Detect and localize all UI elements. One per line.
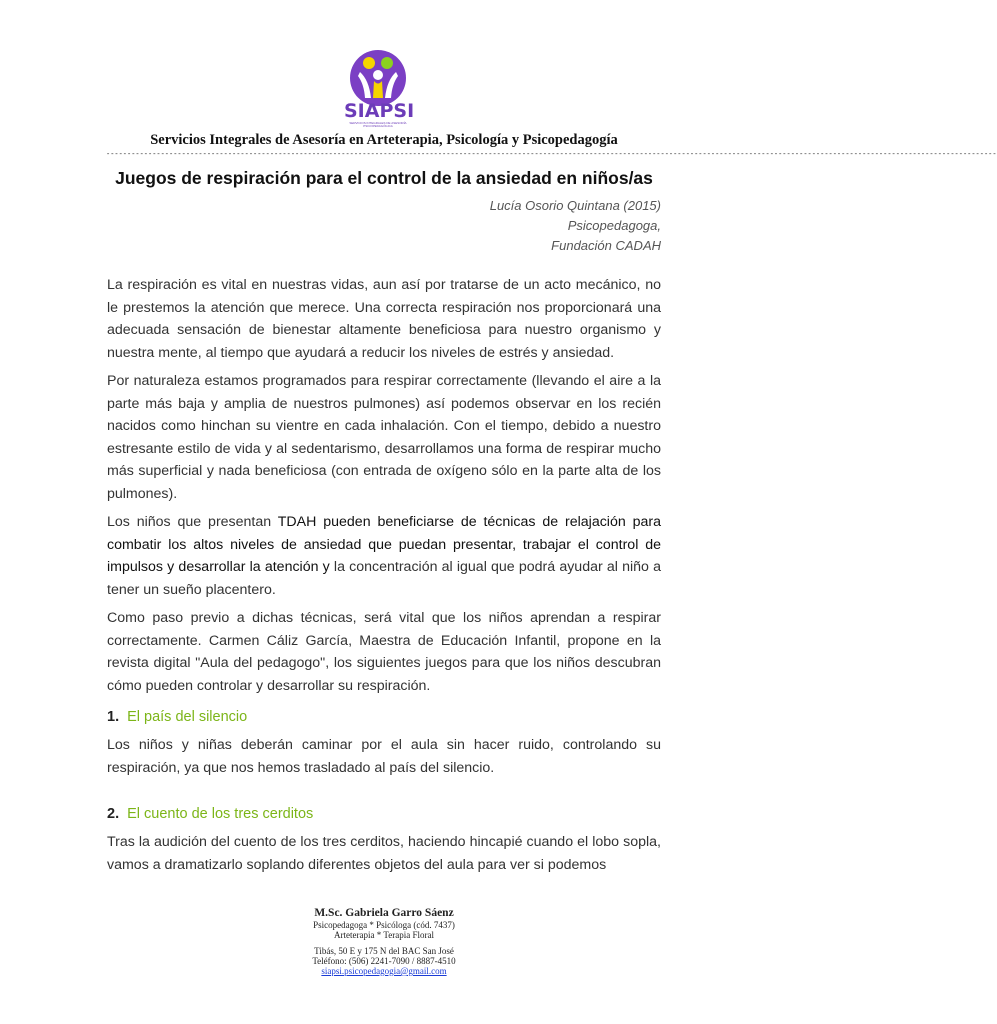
siapsi-logo <box>344 48 424 128</box>
footer <box>0 906 768 977</box>
paragraph-3-highlight: TDAH pueden beneficiarse de técnicas de relajación para combatir los altos niveles de ansiedad que puedan presentar, trabajar el control de impulsos y desarrollar la atención y <box>107 514 661 575</box>
section-2-heading <box>107 806 313 822</box>
section-2-title: El cuento de los tres cerditos <box>127 806 314 822</box>
footer-phone: Teléfono: (506) 2241-7090 / 8887-4510 <box>312 956 456 966</box>
footer-name: M.Sc. Gabriela Garro Sáenz <box>314 907 454 919</box>
logo-name: SIAPSI <box>344 100 415 122</box>
footer-email-link[interactable]: siapsi.psicopedagogia@gmail.com <box>321 966 447 976</box>
author-name: Lucía Osorio Quintana (2015) <box>489 198 661 213</box>
paragraph-2: Por naturaleza estamos programados para respirar correctamente (llevando el aire a la parte más baja y amplia de nuestros pulmones) así podemos observar en los recién nacidos como hinchan su vientre en cada inhalación. Con el tiempo, debido a nuestro estresante estilo de vida y al sedentarismo, desarrollamos una forma de respirar mucho más superficial y nada beneficiosa (con entrada de oxígeno sólo en la parte alta de los pulmones). <box>107 373 661 502</box>
logo-figures-icon <box>350 50 406 106</box>
logo-tagline: SERVICIOS INTEGRALES DE ASESORÍA PSICOPEDAGÓGICA <box>349 121 407 128</box>
paragraph-3 <box>107 511 661 601</box>
header-divider: -------------------------------------------------------------------------------------------------------------------------------------------------------------------------------------------------------------------- <box>106 151 997 159</box>
section-2-number: 2. <box>107 806 120 822</box>
intro-body <box>107 274 661 703</box>
section-1-number: 1. <box>107 709 120 725</box>
footer-role-2: Arteterapia * Terapia Floral <box>334 930 434 940</box>
paragraph-4: Como paso previo a dichas técnicas, será vital que los niños aprendan a respirar correctamente. Carmen Cáliz García, Maestra de Educación Infantil, propone en la revista digital "Aula del pedagogo", los siguientes juegos para que los niños descubran cómo pueden controlar y desarrollar su respiración. <box>107 610 661 694</box>
section-2-text: Tras la audición del cuento de los tres cerditos, haciendo hincapié cuando el lobo sopla, vamos a dramatizarlo soplando diferentes objetos del aula para ver si podemos <box>107 834 661 873</box>
paragraph-1: La respiración es vital en nuestras vidas, aun así por tratarse de un acto mecánico, no le prestemos la atención que merece. Una correcta respiración nos proporcionará una adecuada sensación de bienestar altamente beneficiosa para nuestro organismo y nuestra mente, al tiempo que ayudará a reducir los niveles de estrés y ansiedad. <box>107 277 661 361</box>
section-1-heading <box>107 709 247 725</box>
paragraph-3-start: Los niños que presentan <box>107 514 278 530</box>
author-block <box>490 196 661 256</box>
section-2-body <box>107 831 661 882</box>
section-1-text: Los niños y niñas deberán caminar por el aula sin hacer ruido, controlando su respiración, ya que nos hemos trasladado al país del silencio. <box>107 737 661 776</box>
paragraph-3-end: la concentración al igual que podrá ayudar al niño a tener un sueño placentero. <box>107 559 661 598</box>
footer-role-1: Psicopedagoga * Psicóloga (cód. 7437) <box>313 920 455 930</box>
organization-title: Servicios Integrales de Asesoría en Arteterapia, Psicología y Psicopedagogía <box>150 132 618 148</box>
footer-address: Tibás, 50 E y 175 N del BAC San José <box>314 946 454 956</box>
document-title: Juegos de respiración para el control de la ansiedad en niños/as <box>115 168 653 188</box>
section-1-body <box>107 734 661 785</box>
author-role: Psicopedagoga, <box>567 218 661 233</box>
author-organization: Fundación CADAH <box>551 238 661 253</box>
section-1-title: El país del silencio <box>127 709 248 725</box>
